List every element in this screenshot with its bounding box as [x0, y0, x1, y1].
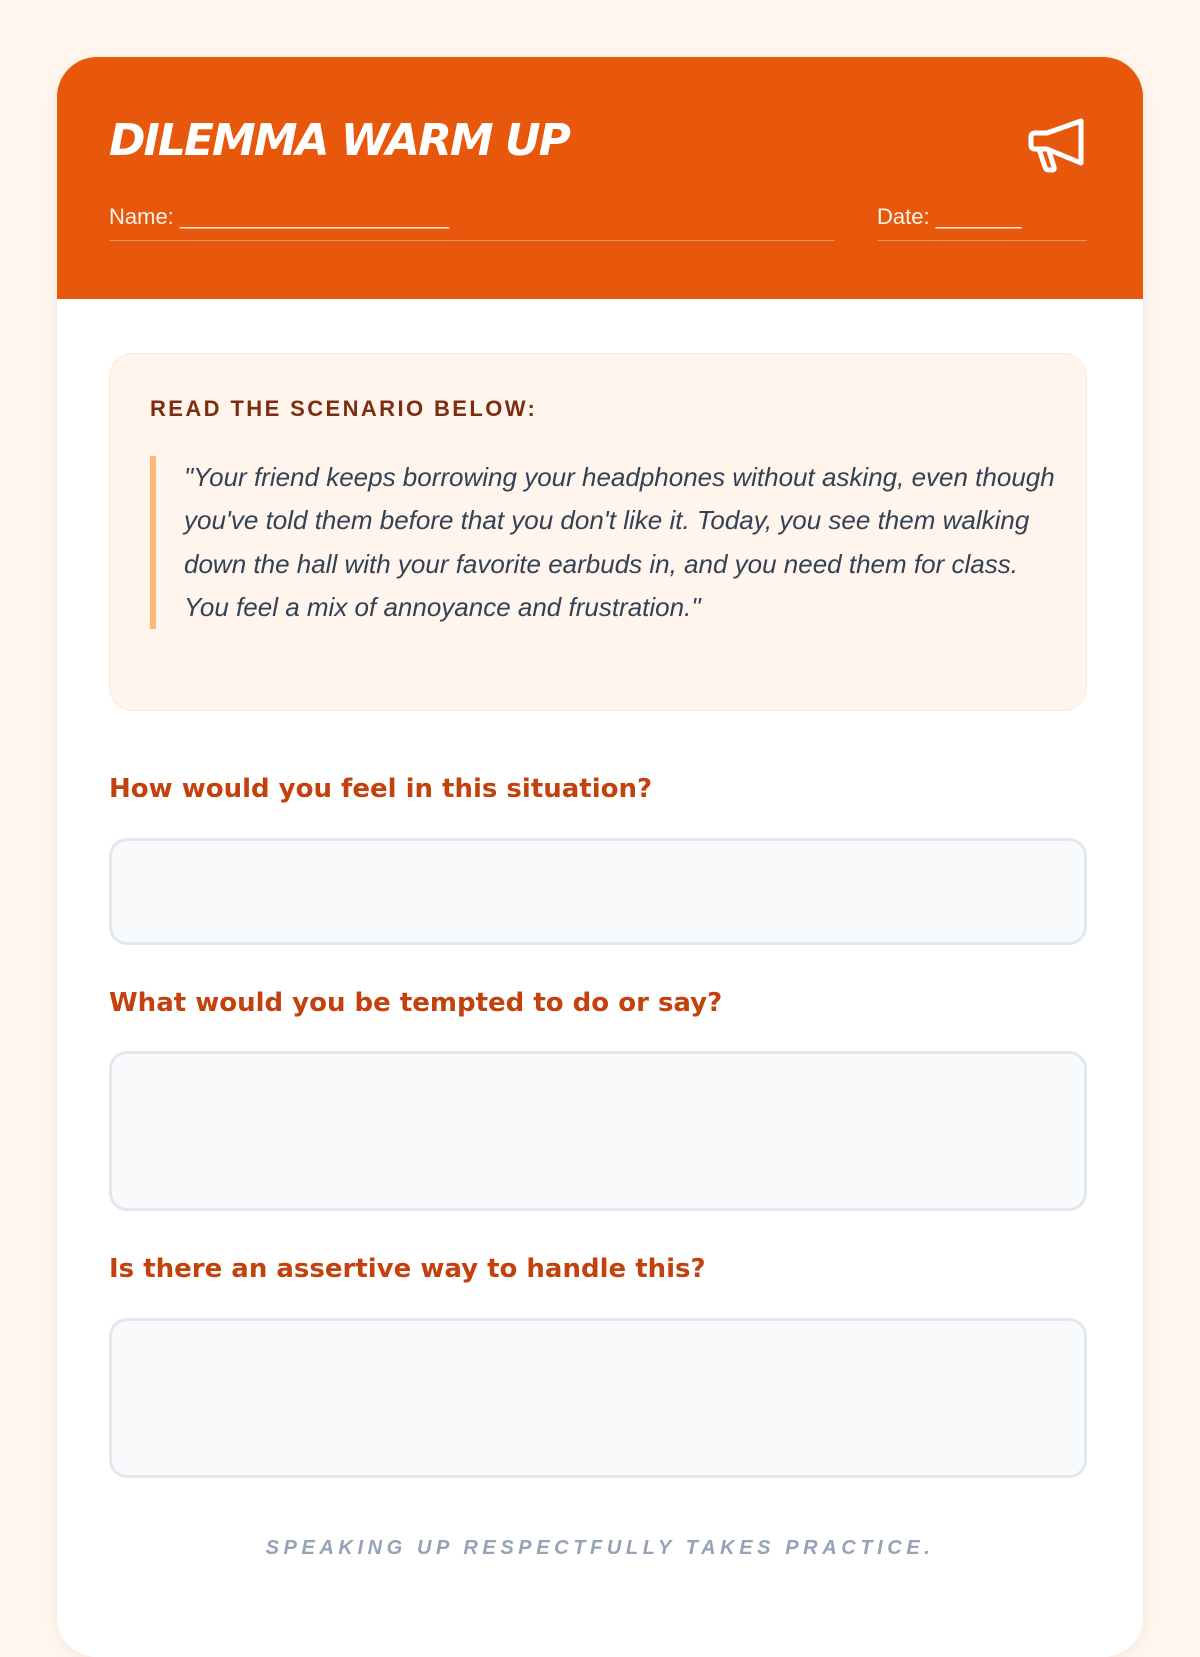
worksheet-header	[57, 57, 1143, 299]
question-feel: How would you feel in this situation?	[109, 774, 653, 804]
page-title: DILEMMA WARM UP	[109, 115, 569, 166]
question-tempted: What would you be tempted to do or say?	[109, 988, 723, 1018]
footer-tagline: SPEAKING UP RESPECTFULLY TAKES PRACTICE.	[265, 1537, 935, 1559]
answer-assertive-input[interactable]	[109, 1318, 1087, 1478]
date-field[interactable]: Date: _______	[877, 202, 1087, 241]
scenario-label: READ THE SCENARIO BELOW:	[150, 396, 538, 421]
answer-feel-input[interactable]	[109, 838, 1087, 945]
worksheet-card	[57, 57, 1143, 1657]
scenario-quote: "Your friend keeps borrowing your headphones without asking, even though you've told them before that you don't like it. Today, you see them walking down the hall with your favorite earbuds in, and you need them for class. You feel a mix of annoyance and frustration."	[150, 456, 1064, 629]
question-assertive: Is there an assertive way to handle this?	[109, 1254, 706, 1284]
scenario-box	[109, 353, 1087, 711]
name-field[interactable]: Name: ______________________	[109, 202, 835, 241]
megaphone-icon	[1025, 111, 1091, 177]
answer-tempted-input[interactable]	[109, 1051, 1087, 1211]
